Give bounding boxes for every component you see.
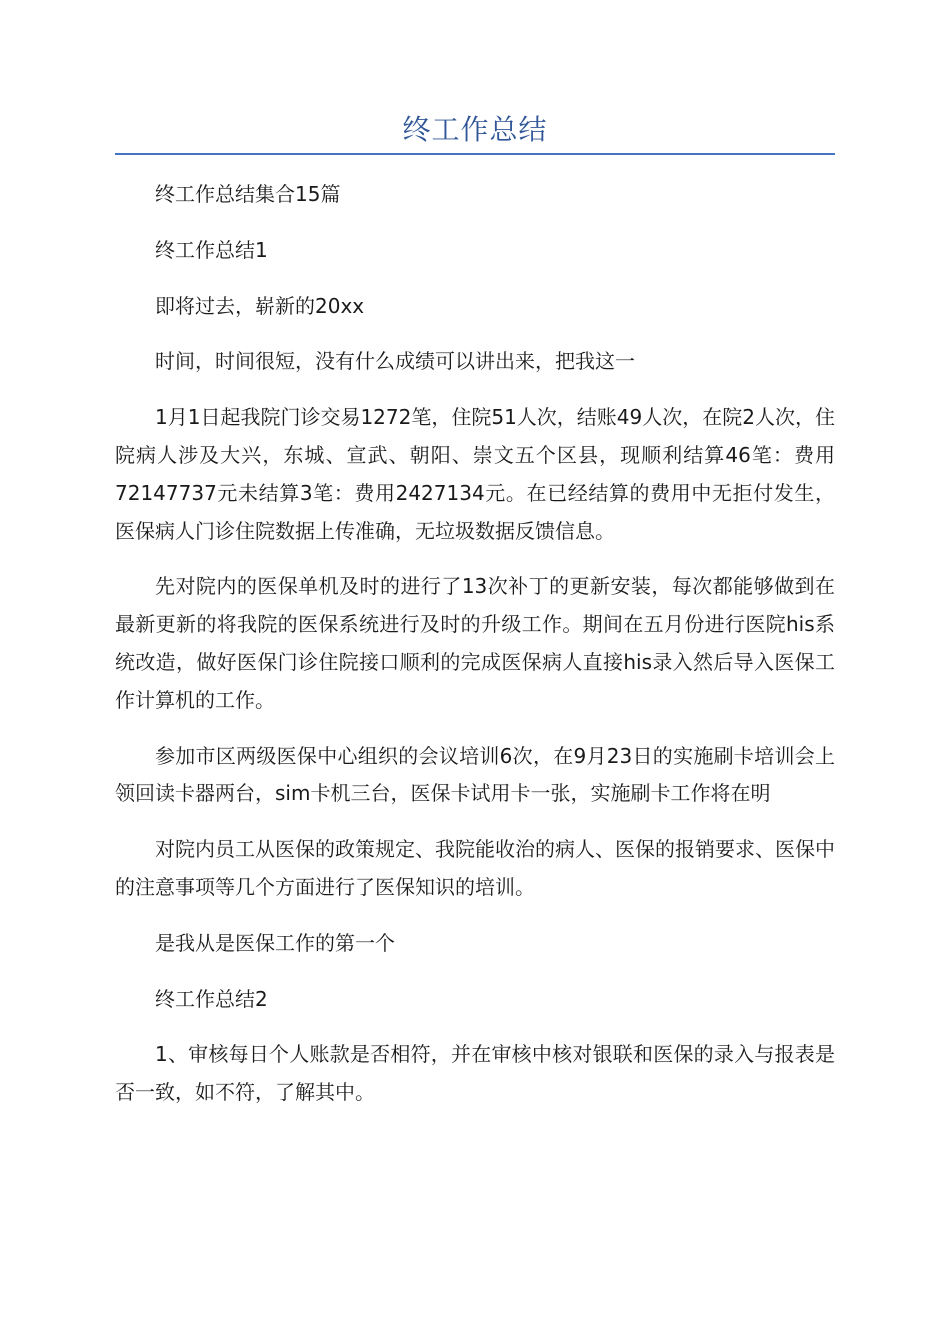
title-underline <box>115 153 835 155</box>
paragraph: 终工作总结1 <box>155 237 268 262</box>
paragraph: 时间，时间很短，没有什么成绩可以讲出来，把我这一 <box>155 349 635 374</box>
document-body <box>115 176 835 1130</box>
paragraph: 参加市区两级医保中心组织的会议培训6次，在9月23日的实施刷卡培训会上领回读卡器两台，sim卡机三台，医保卡试用卡一张，实施刷卡工作将在明 <box>115 743 835 806</box>
paragraph: 对院内员工从医保的政策规定、我院能收治的病人、医保的报销要求、医保中的注意事项等几个方面进行了医保知识的培训。 <box>115 837 835 899</box>
document-title: 终工作总结 <box>402 113 548 146</box>
paragraph: 1、审核每日个人账款是否相符，并在审核中核对银联和医保的录入与报表是否一致，如不符，了解其中。 <box>115 1042 835 1105</box>
paragraph: 1月1日起我院门诊交易1272笔，住院51人次，结账49人次，在院2人次，住院病人涉及大兴，东城、宣武、朝阳、崇文五个区县，现顺利结算46笔：费用72147737元未结算3笔：费用2427134元。在已经结算的费用中无拒付发生，医保病人门诊住院数据上传准确，无垃圾数据反馈信息。 <box>115 405 835 543</box>
paragraph: 先对院内的医保单机及时的进行了13次补丁的更新安装，每次都能够做到在最新更新的将我院的医保系统进行及时的升级工作。期间在五月份进行医院his系统改造，做好医保门诊住院接口顺利的完成医保病人直接his录入然后导入医保工作计算机的工作。 <box>115 574 835 712</box>
paragraph: 终工作总结集合15篇 <box>155 182 341 206</box>
paragraph: 终工作总结2 <box>155 986 268 1011</box>
paragraph: 即将过去，崭新的20xx <box>155 293 365 318</box>
paragraph: 是我从是医保工作的第一个 <box>155 930 395 955</box>
